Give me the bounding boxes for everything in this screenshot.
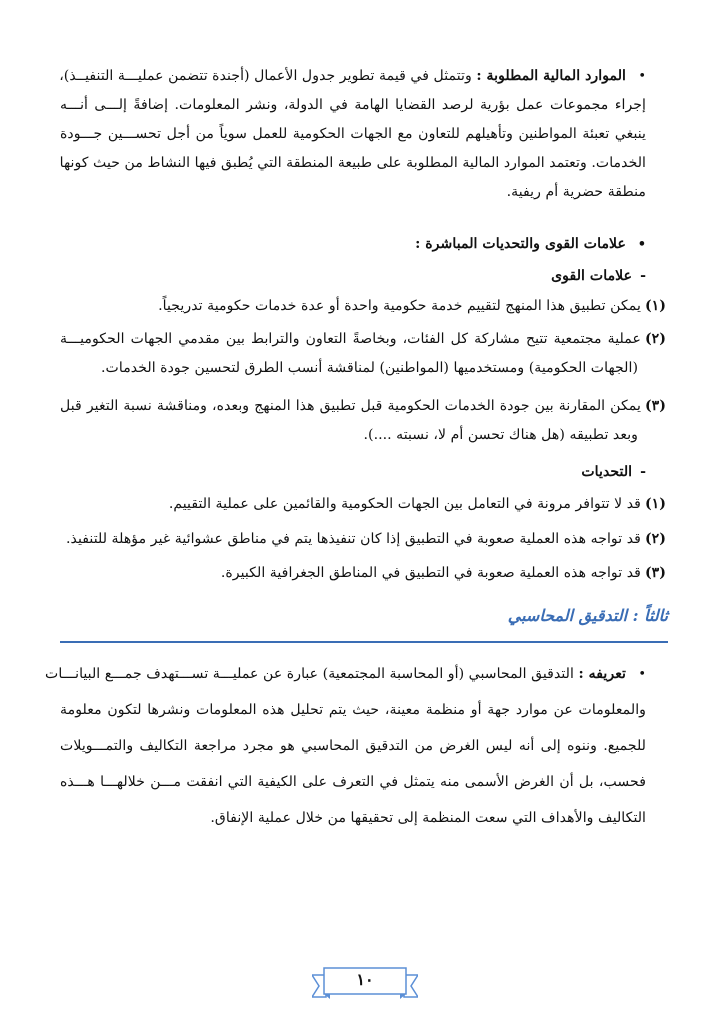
text-line: فحسب، بل أن الغرض الأسمى منه يتمثل في التعرف على الكيفية التي انفقت مـــن خلالهـــا هـــذه: [60, 774, 646, 790]
strengths-challenges-heading: •علامات القوى والتحديات المباشرة :: [60, 230, 646, 259]
definition-label: تعريفه :: [578, 666, 626, 682]
text-line: إجراء مجموعات عمل بؤرية لرصد القضايا الهامة في الدولة، ونشر المعلومات. إضافةً إلـــى أنـــه: [60, 97, 646, 113]
text-line: •الموارد المالية المطلوبة : وتتمثل في قيمة تطوير جدول الأعمال (أجندة تتضمن عمليـــة التنفيــذ)،: [60, 62, 646, 91]
bullet: •: [637, 237, 646, 252]
challenges-subheading: -التحديات: [581, 464, 646, 480]
text-line: التكاليف والأهداف التي سعت المنظمة إلى تحقيقها من خلال عملية الإنفاق.: [210, 810, 646, 826]
text-line: ينبغي تعبئة المواطنين وتأهيلهم للتعاون مع الجهات الحكومية للعمل سوياً من أجل تحســـين جـــودة: [60, 126, 646, 142]
financial-resources-label: الموارد المالية المطلوبة :: [476, 68, 626, 84]
section-divider: [60, 641, 668, 643]
text-line: للجميع. وننوه إلى أنه ليس الغرض من التدقيق المحاسبي هو مجرد مراجعة التكاليف والتمـــويلات: [60, 738, 646, 754]
bullet: •: [638, 69, 646, 84]
definition-paragraph: •تعريفه : التدقيق المحاسبي (أو المحاسبة المجتمعية) عبارة عن عمليـــة تســـتهدف جمـــع البيانـــات والمعلومات عن موارد جهة أو منظمة معينة، حيث يتم تحليل هذه المعلومات ونشرها لتكون معلومة للجميع. وننوه إلى أنه ليس الغرض من التدقيق المحاسبي هو مجرد مراجعة التكاليف والتمـــويلات فحسب، بل أن الغرض الأسمى منه يتمثل في التعرف على الكيفية التي انفقت مـــن خلالهـــا هـــذه التكاليف والأهداف التي سعت المنظمة إلى تحقيقها من خلال عملية الإنفاق.: [60, 660, 646, 833]
strengths-item-1: (١)يمكن تطبيق هذا المنهج لتقييم خدمة حكومية واحدة أو عدة خدمات حكومية تدريجياً.: [158, 298, 666, 314]
bullet: •: [638, 667, 646, 682]
page-number: ١٠: [356, 970, 374, 989]
text-line: منطقة حضرية أم ريفية.: [506, 184, 646, 200]
challenges-item-3: (٣)قد تواجه هذه العملية صعوبة في التطبيق في المناطق الجغرافية الكبيرة.: [220, 565, 666, 581]
financial-resources-paragraph: [60, 62, 646, 207]
strengths-item-3: (٣)يمكن المقارنة بين جودة الخدمات الحكومية قبل تطبيق هذا المنهج وبعده، ومناقشة نسبة التغير قبل وبعد تطبيقه (هل هناك تحسن أم لا، نسبته ....).: [60, 398, 666, 443]
strengths-subheading: -علامات القوى: [551, 268, 646, 284]
text-line: الخدمات. وتعتمد الموارد المالية المطلوبة على طبيعة المنطقة التي يُطبق فيها النشاط من حيث كونها: [59, 155, 646, 171]
section-title: ثالثاً : التدقيق المحاسبي: [507, 606, 668, 625]
challenges-item-1: (١)قد لا تتوافر مرونة في التعامل بين الجهات الحكومية والقائمين على عملية التقييم.: [168, 496, 666, 512]
text-line: والمعلومات عن موارد جهة أو منظمة معينة، حيث يتم تحليل هذه المعلومات ونشرها لتكون معلومة: [60, 702, 646, 718]
strengths-item-2: (٢)عملية مجتمعية تتيح مشاركة كل الفئات، وبخاصةً التعاون والترابط بين مقدمي الجهات الحكوميـــة (الجهات الحكومية) ومستخدميها (المواطنين) لمناقشة أنسب الطرق لتحسين جودة الخدمات.: [60, 331, 666, 376]
challenges-item-2: (٢)قد تواجه هذه العملية صعوبة في التطبيق إذا كان تنفيذها يتم في مناطق عشوائية غير مؤهلة للتنفيذ.: [66, 531, 666, 547]
